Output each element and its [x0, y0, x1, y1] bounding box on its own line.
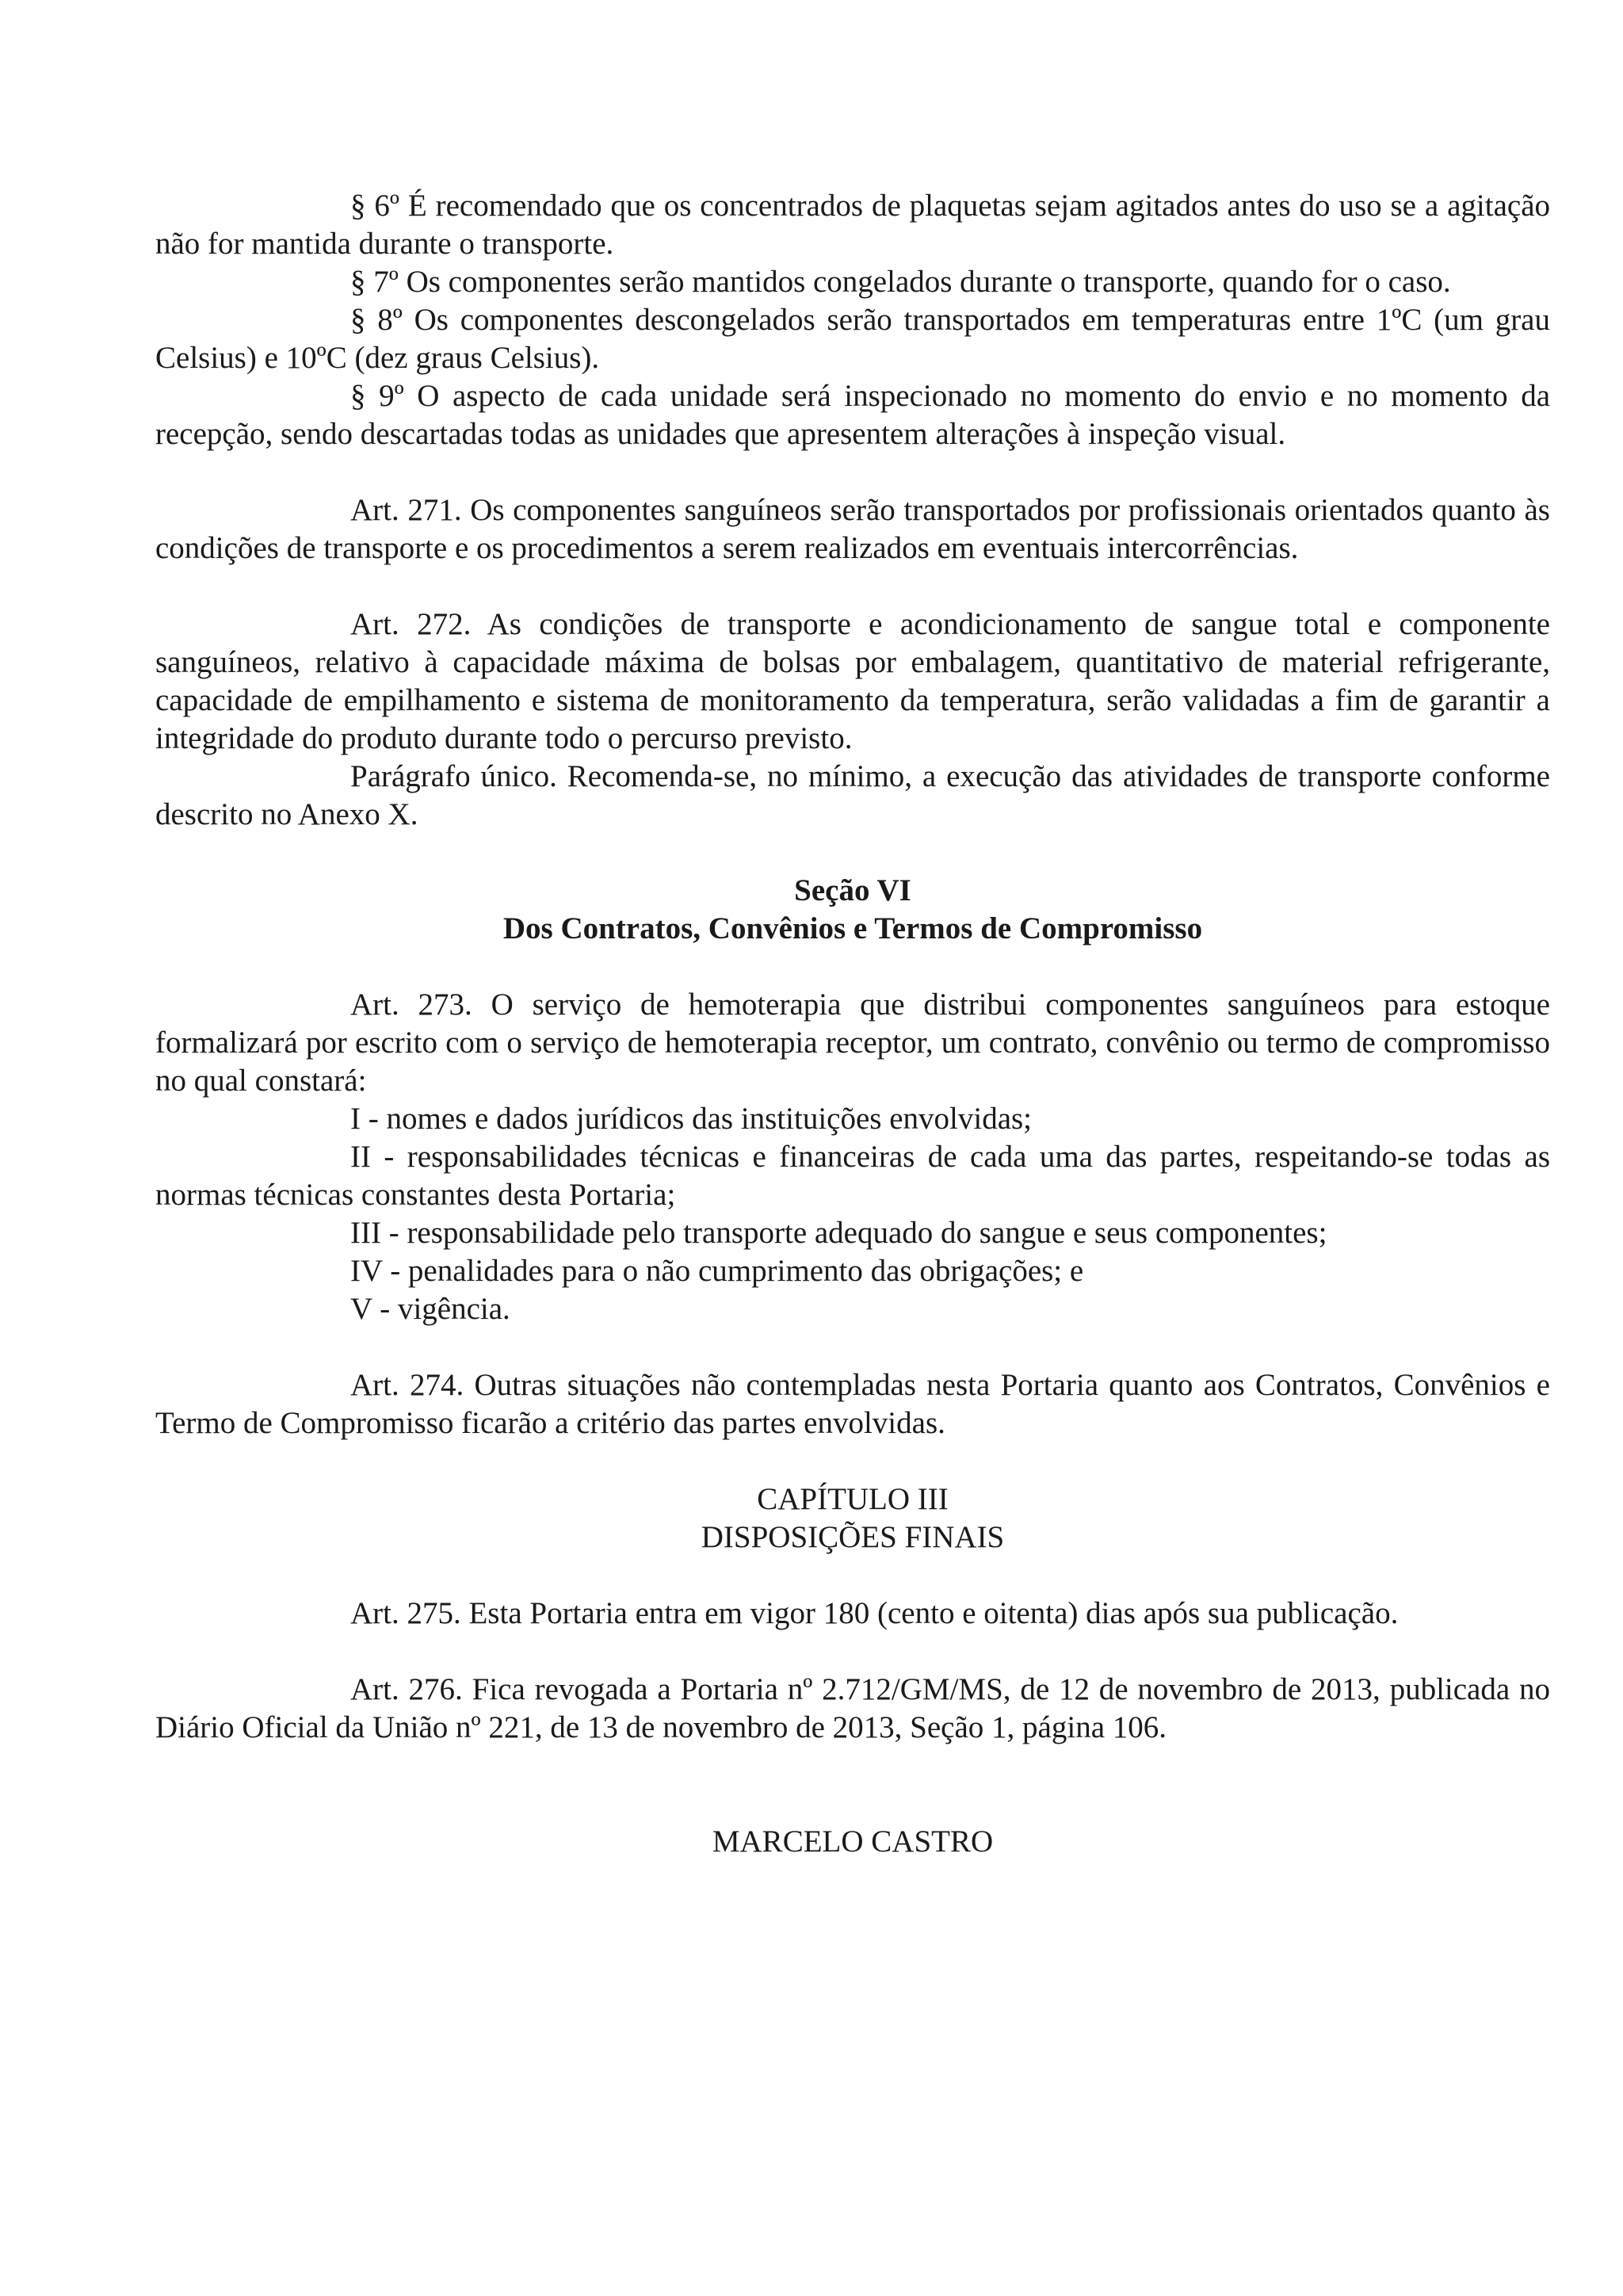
article-273-item-1: I - nomes e dados jurídicos das instituições envolvidas; [350, 1102, 1033, 1136]
chapter-title: CAPÍTULO III [757, 1482, 949, 1516]
article-273-item-2: II - responsabilidades técnicas e financeiras de cada uma das partes, respeitando-se todas as normas técnicas constantes desta Portaria; [155, 1140, 1550, 1212]
article-272: Art. 272. As condições de transporte e acondicionamento de sangue total e componente sanguíneos, relativo à capacidade máxima de bolsas por embalagem, quantitativo de material refrigerante, capacidade de empilhamento e sistema de monitoramento da temperatura, serão validadas a fim de garantir a integridade do produto durante todo o percurso previsto. [155, 607, 1550, 755]
spacer [155, 1442, 1550, 1480]
signature: MARCELO CASTRO [712, 1824, 994, 1859]
article-275: Art. 275. Esta Portaria entra em vigor 180 (cento e oitenta) dias após sua publicação. [350, 1596, 1399, 1630]
spacer [155, 1633, 1550, 1671]
paragraph-6: § 6º É recomendado que os concentrados de plaquetas sejam agitados antes do uso se a agitação não for mantida durante o transporte. [155, 189, 1550, 261]
spacer [155, 948, 1550, 986]
paragraph-9: § 9º O aspecto de cada unidade será inspecionado no momento do envio e no momento da recepção, sendo descartadas todas as unidades que apresentem alterações à inspeção visual. [155, 379, 1550, 451]
article-276: Art. 276. Fica revogada a Portaria nº 2.712/GM/MS, de 12 de novembro de 2013, publicada no Diário Oficial da União nº 221, de 13 de novembro de 2013, Seção 1, página 106. [155, 1672, 1550, 1744]
document-page [155, 187, 1550, 1861]
spacer [155, 567, 1550, 606]
article-273-item-5: V - vigência. [350, 1292, 510, 1326]
spacer [155, 834, 1550, 872]
spacer [155, 1328, 1550, 1366]
spacer [155, 453, 1550, 491]
section-title: Seção VI [794, 873, 911, 907]
paragraph-8: § 8º Os componentes descongelados serão transportados em temperaturas entre 1ºC (um grau Celsius) e 10ºC (dez graus Celsius). [155, 303, 1550, 375]
spacer [155, 1747, 1550, 1785]
spacer [155, 1785, 1550, 1823]
article-271: Art. 271. Os componentes sanguíneos serão transportados por profissionais orientados quanto às condições de transporte e os procedimentos a serem realizados em eventuais intercorrências. [155, 493, 1550, 565]
article-273-item-4: IV - penalidades para o não cumprimento das obrigações; e [350, 1254, 1084, 1288]
article-274: Art. 274. Outras situações não contempladas nesta Portaria quanto aos Contratos, Convênios e Termo de Compromisso ficarão a critério das partes envolvidas. [155, 1368, 1550, 1440]
article-272-sole-paragraph: Parágrafo único. Recomenda-se, no mínimo, a execução das atividades de transporte conforme descrito no Anexo X. [155, 759, 1550, 831]
article-273-item-3: III - responsabilidade pelo transporte adequado do sangue e seus componentes; [350, 1216, 1327, 1250]
chapter-subtitle: DISPOSIÇÕES FINAIS [701, 1520, 1005, 1554]
paragraph-7: § 7º Os componentes serão mantidos congelados durante o transporte, quando for o caso. [350, 265, 1451, 299]
section-subtitle: Dos Contratos, Convênios e Termos de Compromisso [502, 911, 1203, 946]
article-273: Art. 273. O serviço de hemoterapia que distribui componentes sanguíneos para estoque formalizará por escrito com o serviço de hemoterapia receptor, um contrato, convênio ou termo de compromisso no qual constará: [155, 988, 1550, 1098]
spacer [155, 1557, 1550, 1595]
